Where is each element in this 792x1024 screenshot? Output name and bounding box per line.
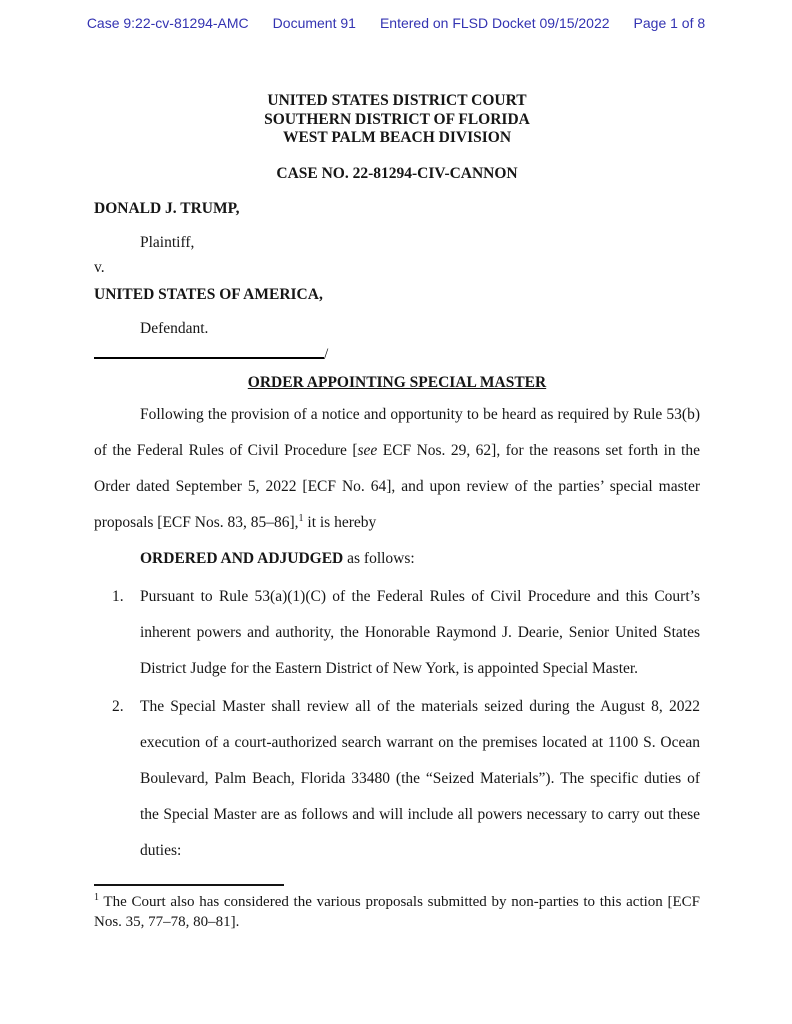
court-district: SOUTHERN DISTRICT OF FLORIDA	[264, 110, 530, 128]
caption-separator-line	[94, 345, 324, 359]
defendant-role: Defendant.	[140, 320, 209, 337]
plaintiff-name-text: DONALD J. TRUMP	[94, 200, 236, 217]
docket-header	[0, 15, 792, 31]
intro-part1: Following the provision of a notice and opportunity to be heard as required by Rule 53(b) of the Federal Rules of Civil Procedure [	[94, 406, 700, 459]
court-name: UNITED STATES DISTRICT COURT	[267, 92, 527, 109]
footnote-reference-1: 1	[298, 512, 304, 524]
footnote-1	[94, 892, 700, 932]
order-item-2-text: The Special Master shall review all of the materials seized during the August 8, 2022 execution of a court-authorized search warrant on the premises located at 1100 S. Ocean Boulevard, Palm Beach, Florida 33480 (the “Seized Materials”). The specific duties of the Special Master are as follows and will include all powers necessary to carry out these duties:	[140, 698, 700, 859]
intro-see-citation: see	[357, 442, 378, 459]
docket-document-number: Document 91	[272, 15, 356, 31]
defendant-name	[94, 277, 700, 313]
caption-closing-line	[94, 345, 700, 363]
ordered-adjudged-bold: ORDERED AND ADJUDGED	[140, 550, 344, 567]
ordered-adjudged-line	[94, 541, 700, 577]
order-item-2	[94, 689, 700, 869]
caption-slash: /	[324, 346, 329, 363]
order-title-text: ORDER APPOINTING SPECIAL MASTER	[247, 374, 547, 391]
order-title	[94, 373, 700, 393]
intro-paragraph	[94, 397, 700, 541]
order-item-2-number: 2.	[112, 698, 124, 715]
court-heading	[94, 92, 700, 148]
case-number-line: CASE NO. 22-81294-CIV-CANNON	[276, 164, 518, 182]
defendant-name-comma: ,	[318, 286, 323, 303]
order-item-1-text: Pursuant to Rule 53(a)(1)(C) of the Federal Rules of Civil Procedure and this Court’s inherent powers and authority, the Honorable Raymond J. Dearie, Senior United States District Judge for the Eastern District of New York, is appointed Special Master.	[140, 588, 700, 677]
footnote-1-marker: 1	[94, 892, 99, 903]
intro-part2: ECF Nos. 29, 62], for the reasons set forth in the Order dated September 5, 2022 [ECF No. 64], and upon review of the parties’ special master proposals [ECF Nos. 83, 85–86],	[94, 442, 700, 531]
docket-case-number: Case 9:22-cv-81294-AMC	[86, 15, 249, 31]
footnote-block	[94, 884, 700, 932]
plaintiff-name-comma: ,	[235, 200, 240, 217]
footnote-separator-line	[94, 884, 284, 886]
intro-part3: it is hereby	[303, 514, 377, 531]
footnote-1-text: The Court also has considered the various proposals submitted by non-parties to this action [ECF Nos. 35, 77–78, 80–81].	[94, 894, 700, 930]
order-item-1	[94, 579, 700, 687]
ordered-adjudged-rest: as follows:	[343, 550, 415, 567]
case-caption	[94, 191, 700, 363]
plaintiff-name	[94, 191, 700, 227]
court-division: WEST PALM BEACH DIVISION	[282, 129, 512, 146]
defendant-name-text: UNITED STATES OF AMERICA	[94, 286, 319, 303]
versus-label: v.	[94, 259, 105, 276]
order-items-list	[94, 579, 700, 869]
docket-page-indicator: Page 1 of 8	[633, 15, 706, 31]
order-item-1-number: 1.	[112, 588, 124, 605]
docket-entered-date: Entered on FLSD Docket 09/15/2022	[379, 15, 610, 31]
plaintiff-role: Plaintiff,	[140, 234, 195, 251]
